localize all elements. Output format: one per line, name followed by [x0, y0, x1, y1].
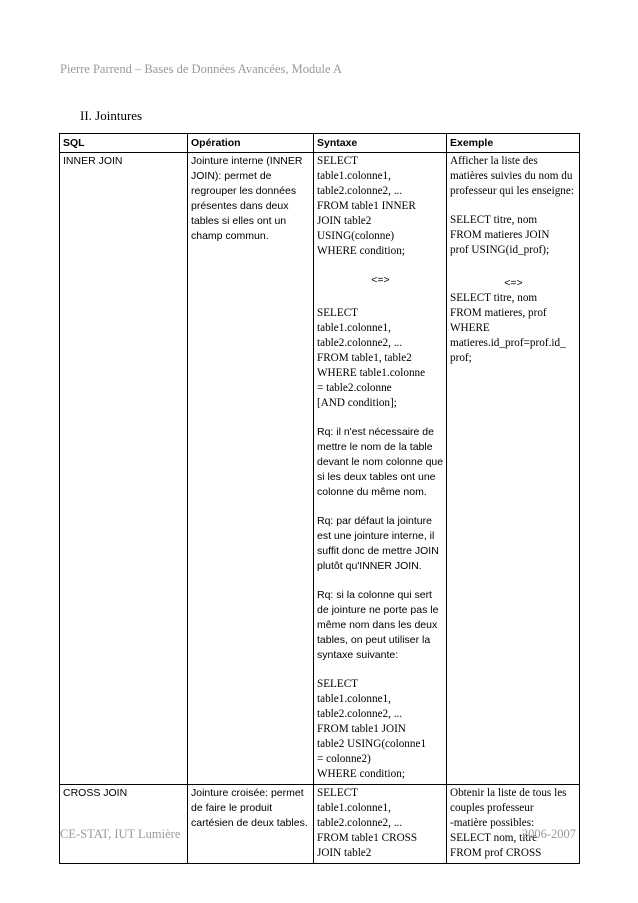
- example-query: Obtenir la liste de tous les couples professeur -matière possibles: SELECT nom, titre FROM prof CROSS: [450, 787, 567, 859]
- cell-sql: [60, 153, 188, 785]
- cell-example: [447, 153, 580, 785]
- cell-operation: [188, 785, 314, 864]
- jointures-table: [59, 133, 580, 864]
- column-header-syntax: Syntaxe: [314, 134, 447, 153]
- example-query: SELECT titre, nom FROM matieres JOIN prof USING(id_prof);: [450, 214, 550, 256]
- table-row: [60, 785, 580, 864]
- cell-example: [447, 785, 580, 864]
- table-row: [60, 153, 580, 785]
- syntax-block: SELECT table1.colonne1, table2.colonne2, ... FROM table1 JOIN table2 USING(colonne1 = colonne2) WHERE condition;: [317, 678, 427, 780]
- table-header-row: [60, 134, 580, 153]
- syntax-equivalence: <=>: [371, 274, 390, 286]
- syntax-remark: Rq: par défaut la jointure est une jointure interne, il suffit donc de mettre JOIN plutôt qu'INNER JOIN.: [317, 515, 439, 572]
- operation-text: Jointure croisée: permet de faire le produit cartésien de deux tables.: [191, 787, 308, 829]
- syntax-block: SELECT table1.colonne1, table2.colonne2, ... FROM table1 CROSS JOIN table2: [317, 787, 418, 859]
- section-title: II. Jointures: [80, 108, 143, 123]
- cell-syntax: [314, 785, 447, 864]
- cell-sql: [60, 785, 188, 864]
- page-header: Pierre Parrend – Bases de Données Avancées, Module A: [60, 62, 342, 76]
- page-footer-right: 2006-2007: [521, 827, 576, 841]
- cell-operation: [188, 153, 314, 785]
- page-footer-left: CE-STAT, IUT Lumière: [60, 827, 181, 841]
- syntax-block: SELECT table1.colonne1, table2.colonne2, ... FROM table1 INNER JOIN table2 USING(colonne) WHERE condition;: [317, 155, 416, 257]
- example-equivalence: <=>: [504, 277, 523, 289]
- syntax-block: SELECT table1.colonne1, table2.colonne2, ... FROM table1, table2 WHERE table1.colonne = table2.colonne [AND condition];: [317, 307, 426, 409]
- example-query: SELECT titre, nom FROM matieres, prof WHERE matieres.id_prof=prof.id_ prof;: [450, 292, 566, 364]
- operation-text: Jointure interne (INNER JOIN): permet de regrouper les données présentes dans deux tables si elles ont un champ commun.: [191, 155, 303, 242]
- sql-keyword: CROSS JOIN: [63, 787, 128, 799]
- example-description: Afficher la liste des matières suivies du nom du professeur qui les enseigne:: [450, 155, 574, 197]
- syntax-remark: Rq: il n'est nécessaire de mettre le nom de la table devant le nom colonne que si les deux tables ont une colonne du même nom.: [317, 426, 444, 498]
- column-header-operation: Opération: [188, 134, 314, 153]
- syntax-remark: Rq: si la colonne qui sert de jointure ne porte pas le même nom dans les deux tables, on peut utiliser la syntaxe suivante:: [317, 589, 439, 661]
- column-header-sql: SQL: [60, 134, 188, 153]
- cell-syntax: [314, 153, 447, 785]
- column-header-example: Exemple: [447, 134, 580, 153]
- sql-keyword: INNER JOIN: [63, 155, 123, 167]
